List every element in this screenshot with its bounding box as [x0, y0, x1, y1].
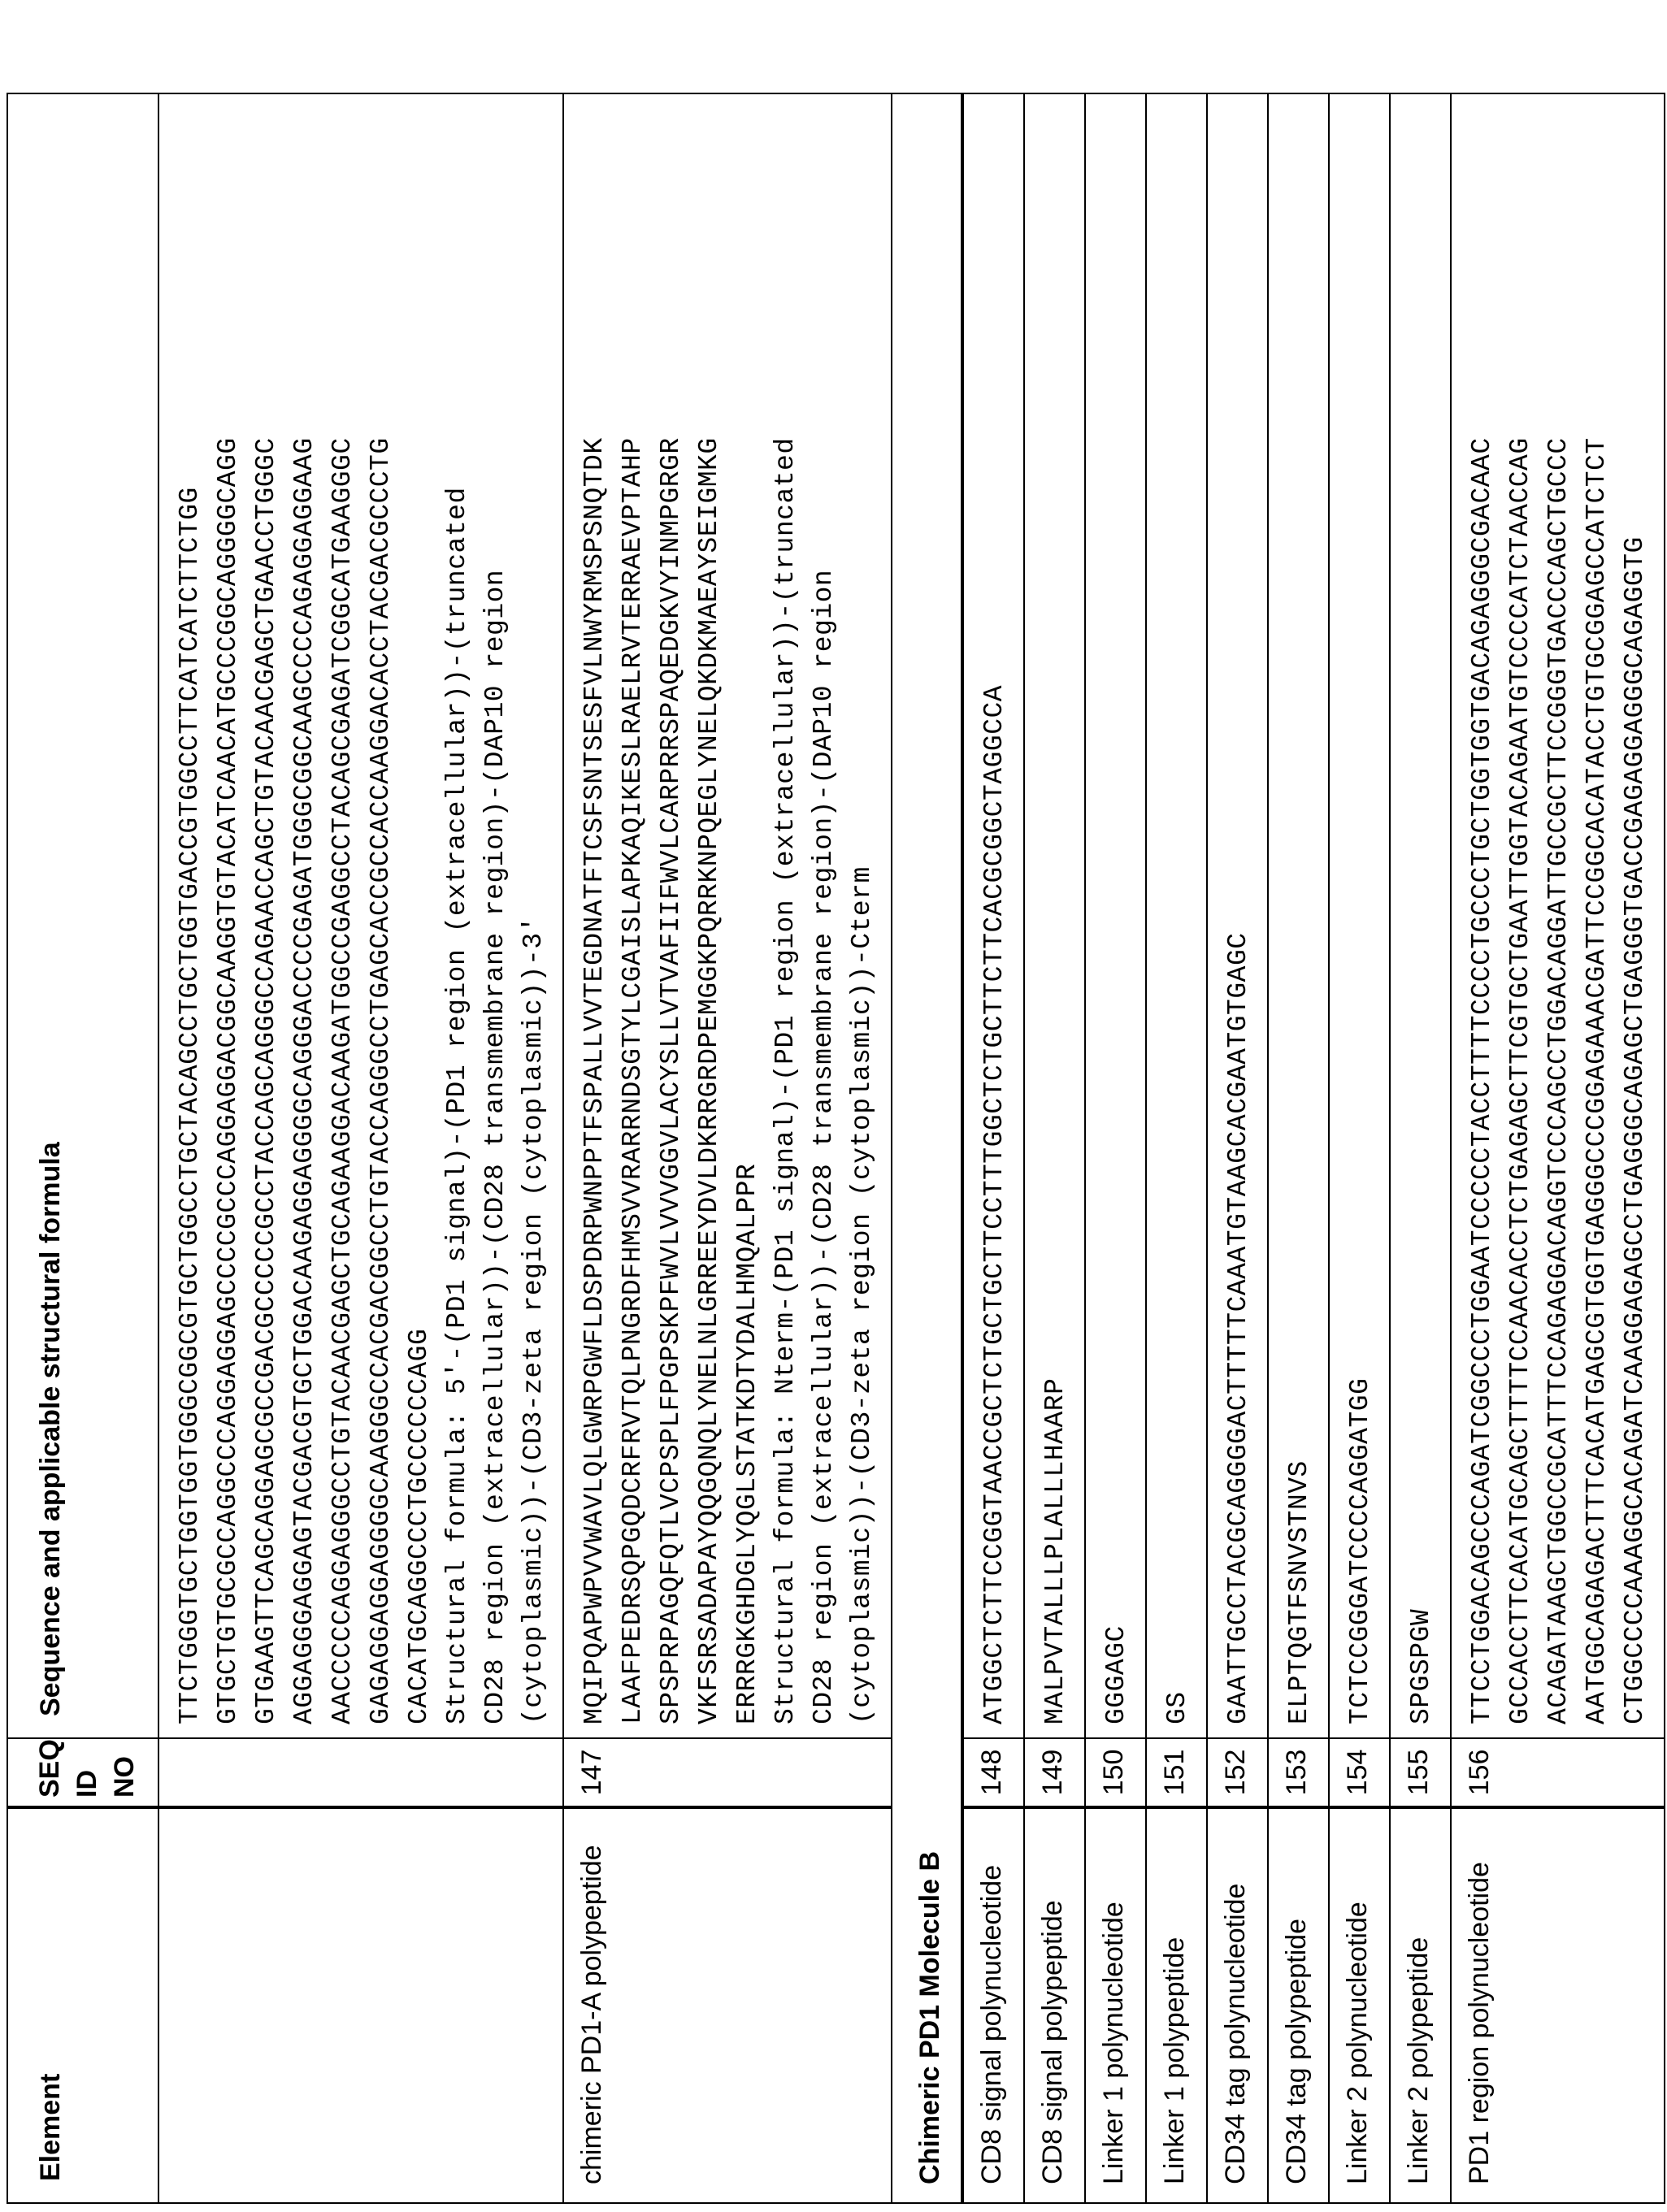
element-cell: CD34 tag polypeptide: [1268, 1807, 1329, 2203]
sequence-line: GTGAAGTTCAGCAGGAGCGCCGACGCCCCCGCCTACCAGCAGGGCCAGAACCAGCTGTACAACGAGCTGAACCTGGGC: [251, 437, 281, 1724]
seq-id-cell: 148: [962, 1738, 1024, 1807]
sequence-line: ELPTQGTFSNVSTNVS: [1284, 1460, 1314, 1724]
sequence-line: TTCCTGGACAGCCCAGATCGGCCCTGGAATCCCCCTACCTTTTCCCCTGCCCTGCTGGTGGTGACAGAGGGCGACAAC: [1467, 437, 1497, 1724]
element-cell: CD8 signal polypeptide: [1024, 1807, 1085, 2203]
element-cell: PD1 region polynucleotide: [1451, 1807, 1665, 2203]
sequence-cell: [1329, 93, 1390, 1738]
table-body: [158, 93, 1665, 2203]
sequence-cell: [1024, 93, 1085, 1738]
sequence-line: CD28 region (extracellular))-(CD28 transmembrane region)-(DAP10 region: [480, 569, 510, 1724]
element-cell: chimeric PD1-A polypeptide: [563, 1807, 892, 2203]
sequence-table: [7, 93, 1665, 2204]
sequence-line: CTGGCCCCAAAGGCACAGATCAAGGAGAGCCTGAGGGCAGAGCTGAGGGTGACCGAGAGGAGGGCAGAGGTG: [1620, 536, 1650, 1724]
section-title: Chimeric PD1 Molecule B: [892, 93, 962, 2203]
table-row: [1451, 93, 1665, 2203]
sequence-line: CD28 region (extracellular))-(CD28 transmembrane region)-(DAP10 region: [809, 569, 839, 1724]
sequence-line: (cytoplasmic))-(CD3-zeta region (cytoplasmic))-Cterm: [847, 866, 877, 1724]
sequence-cell: [1207, 93, 1268, 1738]
sequence-line: (cytoplasmic))-(CD3-zeta region (cytoplasmic))-3': [519, 916, 549, 1724]
sequence-line: Structural formula: 5'-(PD1 signal)-(PD1 region (extracellular))-(truncated: [442, 487, 472, 1724]
sequence-line: VKFSRSADAPAYQQGQNQLYNELNLGRREEYDVLDKRRGRDPEMGGKPQRRKNPQEGLYNELQKDKMAEAYSEIGMKG: [694, 437, 724, 1724]
table-row: [1390, 93, 1451, 2203]
table-row: [1207, 93, 1268, 2203]
sequence-line: ERRRGKGHDGLYQGLSTATKDTYDALHMQALPPR: [732, 1163, 762, 1724]
table-row: [158, 93, 563, 2203]
sequence-line: GAATTGCCTACGCAGGGGACTTTTTCAAATGTAAGCACGAATGTGAGC: [1223, 932, 1253, 1724]
seq-id-cell: 153: [1268, 1738, 1329, 1807]
element-cell: Linker 1 polynucleotide: [1085, 1807, 1146, 2203]
sequence-line: AGGAGGGAGGAGTACGACGTGCTGGACAAGAGGAGGGGCAGGGACCCCGAGATGGGCGGCAAGCCCCAGAGGAGGAAG: [289, 437, 319, 1724]
table-row: [1024, 93, 1085, 2203]
sequence-cell: [158, 93, 563, 1738]
sequence-line: AACCCCCAGGAGGGCCTGTACAACGAGCTGCAGAAGGACAAGATGGCCGAGGCCTACAGCGAGATCGGCATGAAGGGC: [328, 437, 358, 1724]
sequence-line: LAAFPEDRSQPGQDCRFRVTQLPNGRDFHMSVVRARRNDSGTYLCGAISLAPKAQIKESLRAELRVTERRAEVPTAHP: [618, 437, 648, 1724]
header-seq-id-no: SEQ ID NO: [7, 1738, 158, 1807]
element-cell: CD8 signal polynucleotide: [962, 1807, 1024, 2203]
seq-id-cell: 147: [563, 1738, 892, 1807]
seq-id-cell: 152: [1207, 1738, 1268, 1807]
element-cell: Linker 2 polypeptide: [1390, 1807, 1451, 2203]
table-row: [1146, 93, 1207, 2203]
sequence-cell: [1390, 93, 1451, 1738]
table-row: [1085, 93, 1146, 2203]
seq-id-cell: 150: [1085, 1738, 1146, 1807]
sequence-line: MQIPQAPWPVVWAVLQLGWRPGWFLDSPDRPWNPPTFSPALLVVTEGDNATFTCSFSNTSESFVLNWYRMSPSNQTDK: [580, 437, 610, 1724]
table-row: [1329, 93, 1390, 2203]
sequence-cell: [563, 93, 892, 1738]
sequence-line: AATGGCAGAGACTTTCACATGAGCGTGGTGAGGGCCCGGAGAAACGATTCCGGCACATACCTGTGCGGAGCCATCTCT: [1582, 437, 1612, 1724]
table-row: [1268, 93, 1329, 2203]
element-cell: Linker 1 polypeptide: [1146, 1807, 1207, 2203]
sequence-line: GGGAGC: [1101, 1625, 1131, 1724]
table-row: [563, 93, 892, 2203]
sequence-line: SPSPRPAGQFQTLVCPSPLFPGPSKPFWVLVVVGGVLACYSLLVTVAFIIFWVLCARPRRSPAQEDGKVYINMPGRGR: [656, 437, 686, 1724]
sequence-line: TCTCCGGGATCCCCAGGATGG: [1345, 1377, 1375, 1724]
element-cell: [158, 1807, 563, 2203]
sequence-line: ATGGCTCTTCCGGTAACCGCTCTGCTGCTTCCTTTGGCTCTGCTTCTTCACGCGGCTAGGCCA: [979, 684, 1009, 1724]
sequence-line: MALPVTALLLPLALLLHAARP: [1040, 1377, 1070, 1724]
element-cell: Linker 2 polynucleotide: [1329, 1807, 1390, 2203]
seq-id-cell: 156: [1451, 1738, 1665, 1807]
seq-id-cell: 154: [1329, 1738, 1390, 1807]
sequence-cell: [1146, 93, 1207, 1738]
sequence-cell: [962, 93, 1024, 1738]
sequence-cell: [1085, 93, 1146, 1738]
sequence-cell: [1451, 93, 1665, 1738]
sequence-line: Structural formula: Nterm-(PD1 signal)-(PD1 region (extracellular))-(truncated: [771, 437, 801, 1724]
sequence-line: GAGAGGAGGAGGGGCAAGGGCCACGACGGCCTGTACCAGGGCCTGAGCACCGCCACCAAGGACACCTACGACGCCCTG: [366, 437, 396, 1724]
sequence-line: GCCACCTTCACATGCAGCTTTTCCAACACCTCTGAGAGCTTCGTGCTGAATTGGTACAGAATGTCCCCATCTAACCAG: [1505, 437, 1535, 1724]
element-cell: CD34 tag polynucleotide: [1207, 1807, 1268, 2203]
seq-id-cell: 149: [1024, 1738, 1085, 1807]
seq-id-cell: 151: [1146, 1738, 1207, 1807]
table-header-row: [7, 93, 158, 2203]
seq-id-cell: 155: [1390, 1738, 1451, 1807]
sequence-line: ACAGATAAGCTGGCCGCATTTCCAGAGGACAGGTCCCAGCCTGGACAGGATTGCCGCTTCCGGGTGACCCAGCTGCCC: [1543, 437, 1574, 1724]
header-element: Element: [7, 1807, 158, 2203]
sequence-line: TTCTGGGTGCTGGTGGTGGGCGGCGTGCTGGCCTGCTACAGCCTGCTGGTGACCGTGGCCTTCATCATCTTCTGG: [175, 487, 205, 1724]
sequence-line: GTGCTGTGCGCCAGGCCCAGGAGGAGCCCCGCCCAGGAGGACGGCAAGGTGTACATCAACATGCCCGGCAGGGGCAGG: [213, 437, 243, 1724]
section-header-row: [892, 93, 962, 2203]
sequence-line: GS: [1162, 1691, 1192, 1724]
sequence-line: CACATGCAGGCCCTGCCCCCCAGG: [404, 1328, 434, 1724]
header-sequence: Sequence and applicable structural formula: [7, 93, 158, 1738]
sequence-cell: [1268, 93, 1329, 1738]
sequence-line: SPGSPGW: [1406, 1608, 1436, 1724]
seq-id-cell: [158, 1738, 563, 1807]
table-row: [962, 93, 1024, 2203]
